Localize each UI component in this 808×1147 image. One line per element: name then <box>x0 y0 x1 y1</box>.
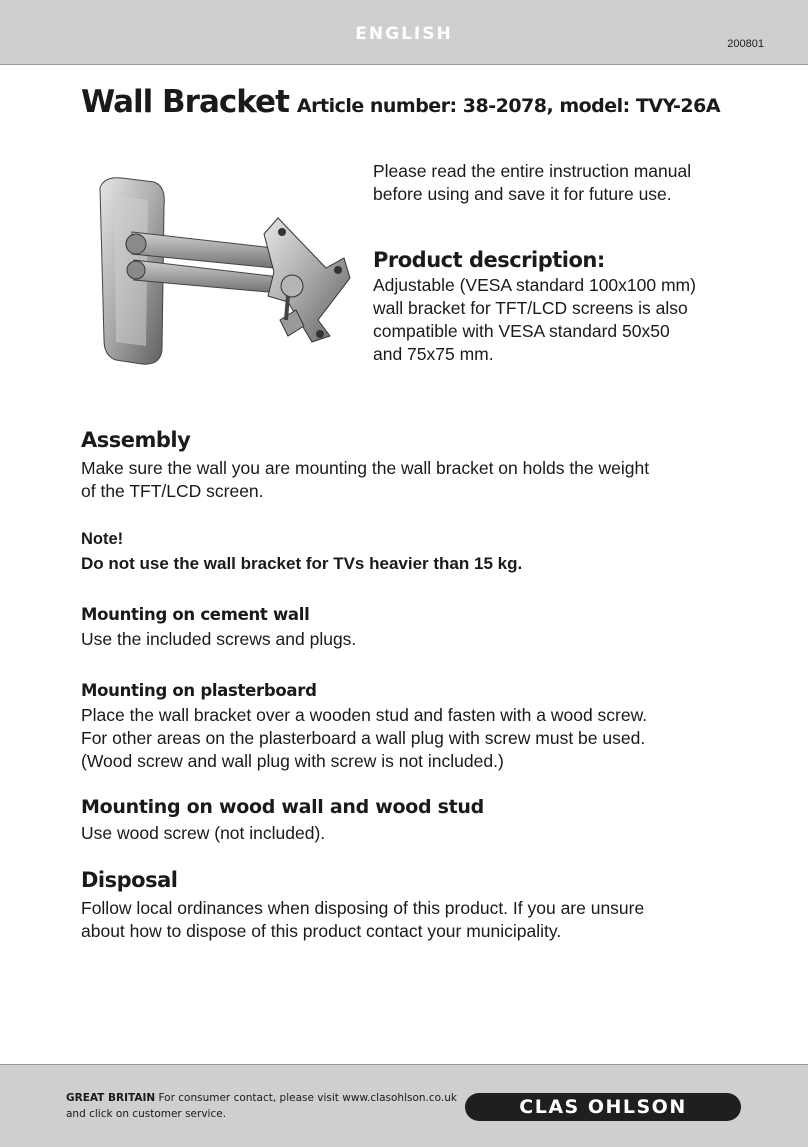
disposal-line: Follow local ordinances when disposing of this product. If you are unsure <box>81 898 645 918</box>
note-label: Note! <box>81 530 124 548</box>
product-description-heading: Product description: <box>373 248 605 272</box>
disposal-text <box>81 897 761 943</box>
title-article-number: Article number: 38-2078, model: TVY-26A <box>296 95 721 117</box>
assembly-heading: Assembly <box>81 428 191 452</box>
document-code: 200801 <box>727 38 764 50</box>
disposal-line: about how to dispose of this product contact your municipality. <box>81 921 562 941</box>
intro-text <box>373 160 753 206</box>
clas-ohlson-logo: CLAS OHLSON <box>465 1093 741 1121</box>
language-label: ENGLISH <box>355 24 453 44</box>
intro-line: Please read the entire instruction manual <box>373 161 692 181</box>
plasterboard-text <box>81 704 761 773</box>
footer-contact-line: For consumer contact, please visit www.clasohlson.co.uk <box>158 1092 457 1104</box>
assembly-line: Make sure the wall you are mounting the wall bracket on holds the weight <box>81 458 650 478</box>
assembly-line: of the TFT/LCD screen. <box>81 481 264 501</box>
cement-wall-text: Use the included screws and plugs. <box>81 629 357 649</box>
footer-contact <box>66 1090 466 1122</box>
cement-wall-heading: Mounting on cement wall <box>81 605 310 624</box>
plasterboard-line: For other areas on the plasterboard a wall plug with screw must be used. <box>81 728 646 748</box>
plasterboard-line: Place the wall bracket over a wooden stud and fasten with a wood screw. <box>81 705 648 725</box>
product-description-text <box>373 274 753 366</box>
wood-wall-heading: Mounting on wood wall and wood stud <box>81 796 484 818</box>
wall-bracket-illustration-icon <box>92 170 362 370</box>
product-description-line: wall bracket for TFT/LCD screens is also <box>373 298 688 318</box>
page-title <box>81 84 720 120</box>
product-description-line: Adjustable (VESA standard 100x100 mm) <box>373 275 696 295</box>
footer-contact-line: and click on customer service. <box>66 1108 227 1120</box>
product-description-line: and 75x75 mm. <box>373 344 494 364</box>
note-warning: Do not use the wall bracket for TVs heavier than 15 kg. <box>81 554 523 573</box>
assembly-text <box>81 457 761 503</box>
plasterboard-line: (Wood screw and wall plug with screw is not included.) <box>81 751 504 771</box>
title-main: Wall Bracket <box>81 84 289 120</box>
intro-line: before using and save it for future use. <box>373 184 672 204</box>
wood-wall-text: Use wood screw (not included). <box>81 823 326 843</box>
product-description-line: compatible with VESA standard 50x50 <box>373 321 670 341</box>
disposal-heading: Disposal <box>81 868 178 892</box>
plasterboard-heading: Mounting on plasterboard <box>81 681 317 700</box>
footer-country: GREAT BRITAIN <box>66 1092 156 1104</box>
